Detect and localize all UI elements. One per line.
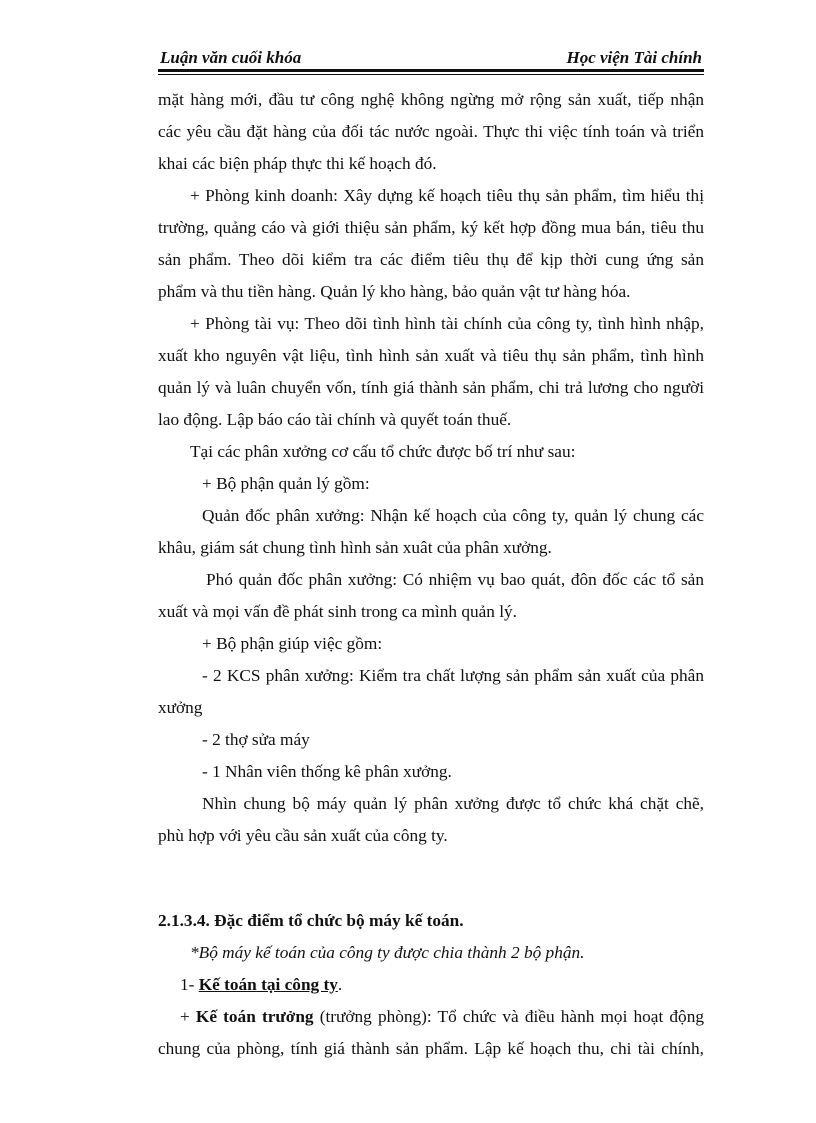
body-line: chung của phòng, tính giá thành sản phẩm. Lập kế hoạch thu, chi tài chính, [158, 1039, 704, 1058]
body-line: xưởng [158, 698, 203, 717]
header-rule-thin [158, 74, 704, 75]
body-line: khâu, giám sát chung tình hình sản xuât của phân xưởng. [158, 538, 552, 557]
role-line [180, 1007, 704, 1027]
body-line: + Bộ phận giúp việc gồm: [202, 634, 383, 653]
item-end: . [337, 975, 343, 994]
item-title: Kế toán tại công ty [198, 975, 338, 994]
section-intro: *Bộ máy kế toán của công ty được chia thành 2 bộ phận. [190, 943, 585, 962]
body-line: + Phòng tài vụ: Theo dõi tình hình tài chính của công ty, tình hình nhập, [190, 314, 704, 333]
body-line: xuất và mọi vấn đề phát sinh trong ca mình quản lý. [158, 602, 517, 621]
body-line: Nhìn chung bộ máy quản lý phân xưởng được tổ chức khá chặt chẽ, [202, 794, 704, 813]
body-line: - 1 Nhân viên thống kê phân xưởng. [202, 762, 452, 781]
body-line: Tại các phân xưởng cơ cấu tổ chức được bố trí như sau: [190, 442, 576, 461]
body-line: Quản đốc phân xưởng: Nhận kế hoạch của công ty, quản lý chung các [202, 506, 704, 525]
body-line: các yêu cầu đặt hàng của đối tác nước ngoài. Thực thi việc tính toán và triển [158, 122, 704, 141]
body-line: mặt hàng mới, đầu tư công nghệ không ngừng mở rộng sản xuất, tiếp nhận [158, 90, 704, 109]
body-line: phù hợp với yêu cầu sản xuất của công ty. [158, 826, 448, 845]
item-number: 1- [180, 975, 199, 994]
role-prefix: + [180, 1007, 196, 1026]
header-thesis-title: Luận văn cuối khóa [160, 48, 302, 67]
body-line: quản lý và luân chuyển vốn, tính giá thành sản phẩm, chi trả lương cho người [158, 378, 704, 397]
body-line: trường, quảng cáo và giới thiệu sản phẩm, ký kết hợp đồng mua bán, tiêu thu [158, 218, 704, 237]
body-line: + Phòng kinh doanh: Xây dựng kế hoạch tiêu thụ sản phẩm, tìm hiểu thị [190, 186, 704, 205]
header-institution: Học viện Tài chính [566, 48, 702, 67]
subsection-item [180, 975, 704, 995]
body-line: khai các biện pháp thực thi kế hoạch đó. [158, 154, 437, 173]
body-line: xuất kho nguyên vật liệu, tình hình sản xuất và tiêu thụ sản phẩm, tình hình [158, 346, 704, 365]
body-line: sản phẩm. Theo dõi kiểm tra các điểm tiêu thụ để kịp thời cung ứng sản [158, 250, 704, 269]
body-line: phẩm và thu tiền hàng. Quản lý kho hàng, bảo quản vật tư hàng hóa. [158, 282, 631, 301]
role-description: (trưởng phòng): Tổ chức và điều hành mọi hoạt động [313, 1007, 704, 1026]
body-line: Phó quản đốc phân xưởng: Có nhiệm vụ bao quát, đôn đốc các tổ sản [206, 570, 704, 589]
body-line: - 2 thợ sửa máy [202, 730, 310, 749]
body-line: + Bộ phận quản lý gồm: [202, 474, 370, 493]
role-title: Kế toán trưởng [195, 1007, 314, 1026]
section-heading: 2.1.3.4. Đặc điểm tổ chức bộ máy kế toán. [158, 911, 464, 930]
header-rule-thick [158, 69, 704, 72]
body-line: lao động. Lập báo cáo tài chính và quyết toán thuế. [158, 410, 512, 429]
body-line: - 2 KCS phân xưởng: Kiểm tra chất lượng sản phẩm sản xuất của phân [202, 666, 704, 685]
